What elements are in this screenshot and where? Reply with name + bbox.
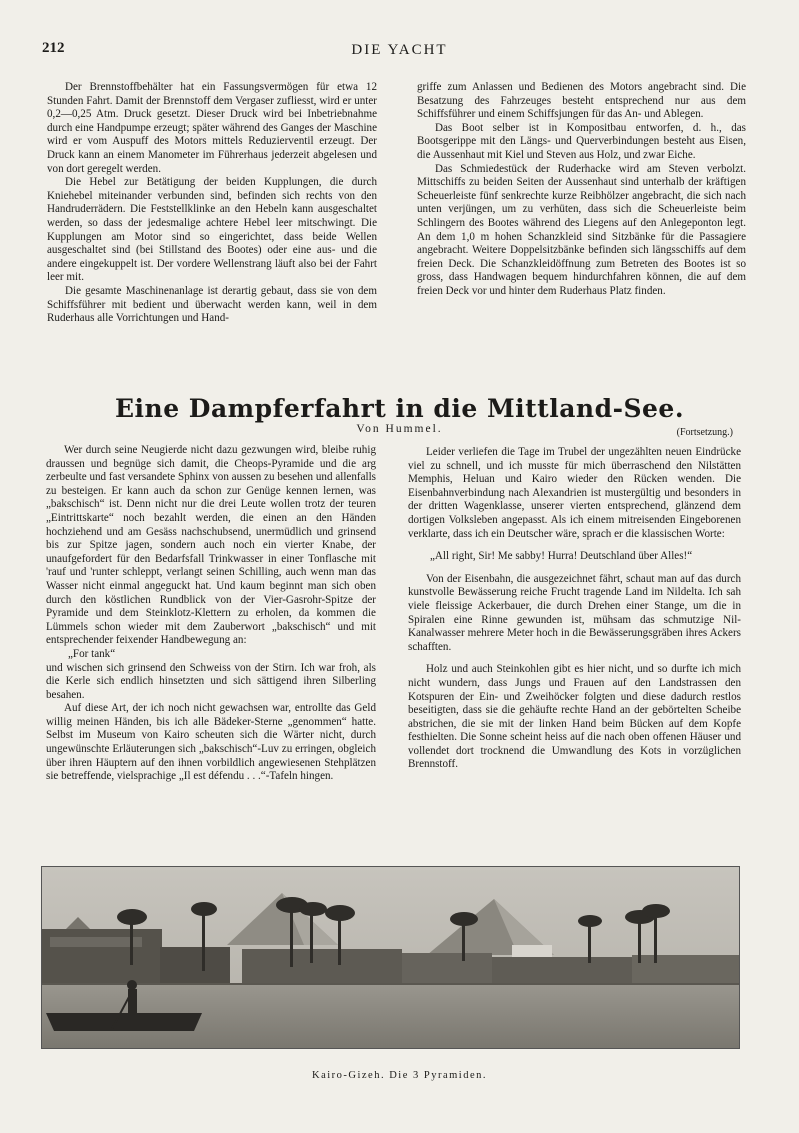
article-title: Eine Dampferfahrt in die Mittland-See. [114, 394, 685, 423]
top-left-column [47, 81, 377, 326]
paragraph: Holz und auch Steinkohlen gibt es hier nicht, und so durfte ich mich nicht wundern, dass Jungs und Frauen auf den Landstrassen den Kotspuren der Ein- und Zweihöcker folgten und diese dadurch restlos beseitigten, dass sie die gehäufte rechte Hand an der gebörtelten Scheibe abstrichen, die sie mit der linken Hand beim Bücken auf dem Kopfe festhielten. Die Sonne scheint heiss auf die nach oben offenen Häuser und vollendet dort trocknend die Umwandlung des Kots in vorzüglichen Brennstoff. [408, 663, 741, 771]
paragraph: Das Schmiedestück der Ruderhacke wird am Steven verbolzt. Mittschiffs zu beiden Seiten der Aussenhaut sind unterhalb der kräftigen Scheuerleiste fünf senkrechte kurze Reibhölzer angebracht, die sich nach unten verjüngen, um zu verhüten, dass sich die Scheuerleiste beim Schlingern des Bootes während des Liegens auf den Anlegeponton legt. An dem 1,0 m hohen Schanzkleid sind Sitzbänke für die Passagiere angebracht. Weitere Doppelsitzbänke befinden sich längsschiffs auf dem freien Deck. Die Schanzkleidöffnung zum Betreten des Bootes ist so gross, dass Handwagen bequem hindurchfahren können, die auf dem freien Deck vor und hinter dem Ruderhaus Platz finden. [417, 162, 746, 297]
photo-caption: Kairo-Gizeh. Die 3 Pyramiden. [311, 1070, 487, 1081]
paragraph: Die Hebel zur Betätigung der beiden Kupplungen, die durch Kniehebel miteinander verbunden sind, befinden sich rechts von den Handruderrädern. Die Feststellklinke an den Hebeln kann ausgeschaltet werden, so dass der jedesmalige achtere Hebel leer mitschwingt. Die Kupplungen am Motor sind so eingerichtet, dass beide Wellen ausgeschaltet sind (bei Stillstand des Bootes) oder eine aus- und die andere eingekuppelt ist. Der vordere Wellenstrang läuft also bei der Fahrt leer mit. [47, 176, 377, 284]
continuation-note: (Fortsetzung.) [676, 427, 733, 438]
quote: „All right, Sir! Me sabby! Hurra! Deutschland über Alles!“ [430, 550, 693, 563]
pyramids-photo [41, 866, 740, 1049]
running-title: DIE YACHT [351, 42, 448, 58]
paragraph: Von der Eisenbahn, die ausgezeichnet fährt, schaut man auf das durch kunstvolle Bewässerung reiche Frucht tragende Land im Nildelta. Ich sah viele fleissige Ackerbauer, die durch Drehen einer Stange, um die in Spiralen eine Rinne gewunden ist, mühsam das schmutzige Nil-Kanalwasser mehrere Meter hoch in die Bewässerungsgräben ihres Ackers schafften. [408, 572, 741, 653]
page-header [42, 38, 757, 62]
paragraph: Wer durch seine Neugierde nicht dazu gezwungen wird, bleibe ruhig draussen und begnüge sich damit, die Cheops-Pyramide und die arg zerbeulte und fast versandete Sphinx von aussen zu besehen und allenfalls zu besteigen. Er kann auch da schon zur Genüge kennen lernen, was „bakschisch“ ist. Denn nicht nur die drei Leute wollen trotz der teuren „Eintrittskarte“ noch bezahlt werden, die einen an den Händen hochziehend und am Gesäss nachschubsend, unermüdlich und grinsend bis zur Spitze jagen, sondern auch noch ein vierter Knabe, der unaufgefordert für den Bedarfsfall Trinkwasser in einer Tonflasche mit 'rauf und 'runter schleppt, verlangt seinen Schilling, auch wenn man das Wasser nicht einmal angeguckt hat. Und kaum beginnt man sich oben durch den köstlichen Rundblick von der Vier-Gasrohr-Spitze der Pyramide und dem Steinklotz-Klettern zu erholen, da kommen die Lümmels schon wieder mit dem Zauberwort „bakschisch“ und mit entsprechender feixender Handbewegung an: [46, 444, 376, 647]
article-right-column [408, 446, 741, 772]
paragraph: Das Boot selber ist in Kompositbau entworfen, d. h., das Bootsgerippe mit den Längs- und Querverbindungen besteht aus Eisen, die Aussenhaut mit Kiel und Steven aus Holz, und zwar Eiche. [417, 121, 746, 161]
article-byline: Von Hummel. [356, 423, 443, 435]
paragraph: Die gesamte Maschinenanlage ist derartig gebaut, dass sie von dem Schiffsführer mit bedient und überwacht werden kann, weil in dem Ruderhaus alle Vorrichtungen und Hand- [47, 284, 377, 325]
paragraph: griffe zum Anlassen und Bedienen des Motors angebracht sind. Die Besatzung des Fahrzeuges besteht entsprechend nur aus dem Schiffsführer und einem Schiffsjungen für das An- und Ablegen. [417, 81, 746, 121]
paragraph: Leider verliefen die Tage im Trubel der ungezählten neuen Eindrücke viel zu schnell, und ich musste für mich überraschend den Nilstätten Memphis, Heluan und Kairo wieder den Rücken wenden. Die Eisenbahnverbindung nach Alexandrien ist mustergültig und besonders in der dritten Wagenklasse, unserer vierten entsprechend, glänzend dem dortigen Volksleben angepasst. Als ich einem mitreisenden Eingeborenen verklarte, dass ich ein Deutscher wäre, sprach er die klassischen Worte: [408, 446, 741, 540]
article-left-column [46, 444, 376, 784]
paragraph: Der Brennstoffbehälter hat ein Fassungsvermögen für etwa 12 Stunden Fahrt. Damit der Brennstoff dem Vergaser zufliesst, wird er unter 0,2—0,25 Atm. Druck gesetzt. Dieser Druck wird bei Inbetriebnahme durch eine Handpumpe erzeugt; später während des Ganges der Maschine wird er vom Auspuff des Motors mittels Reduzierventil erzeugt. Der Druck kann an einem Manometer im Führerhaus jederzeit abgelesen und von dort geregelt werden. [47, 81, 377, 175]
pyramids-illustration [42, 867, 739, 1048]
quote: „For tank“ [68, 647, 116, 660]
top-right-column [417, 81, 746, 299]
paragraph: und wischen sich grinsend den Schweiss von der Stirn. Ich war froh, als die Kerle sich endlich hinsetzten und sich sättigend ihren Silberling besahen. [46, 661, 376, 701]
page-number: 212 [42, 40, 65, 56]
paragraph: Auf diese Art, der ich noch nicht gewachsen war, entrollte das Geld willig meinen Händen, bis ich alle Bädeker-Sterne „genommen“ hatte. Selbst im Museum von Kairo scheuten sich die Wärter nicht, durch ungewünschte Erläuterungen sich „bakschisch“-Luv zu erringen, obgleich über ihren Häuptern auf den ihnen vorbildlich angewiesenen Stehplätzen sie betreffende, vielsprachige „Il est défendu . . .“-Tafeln hingen. [46, 702, 376, 783]
